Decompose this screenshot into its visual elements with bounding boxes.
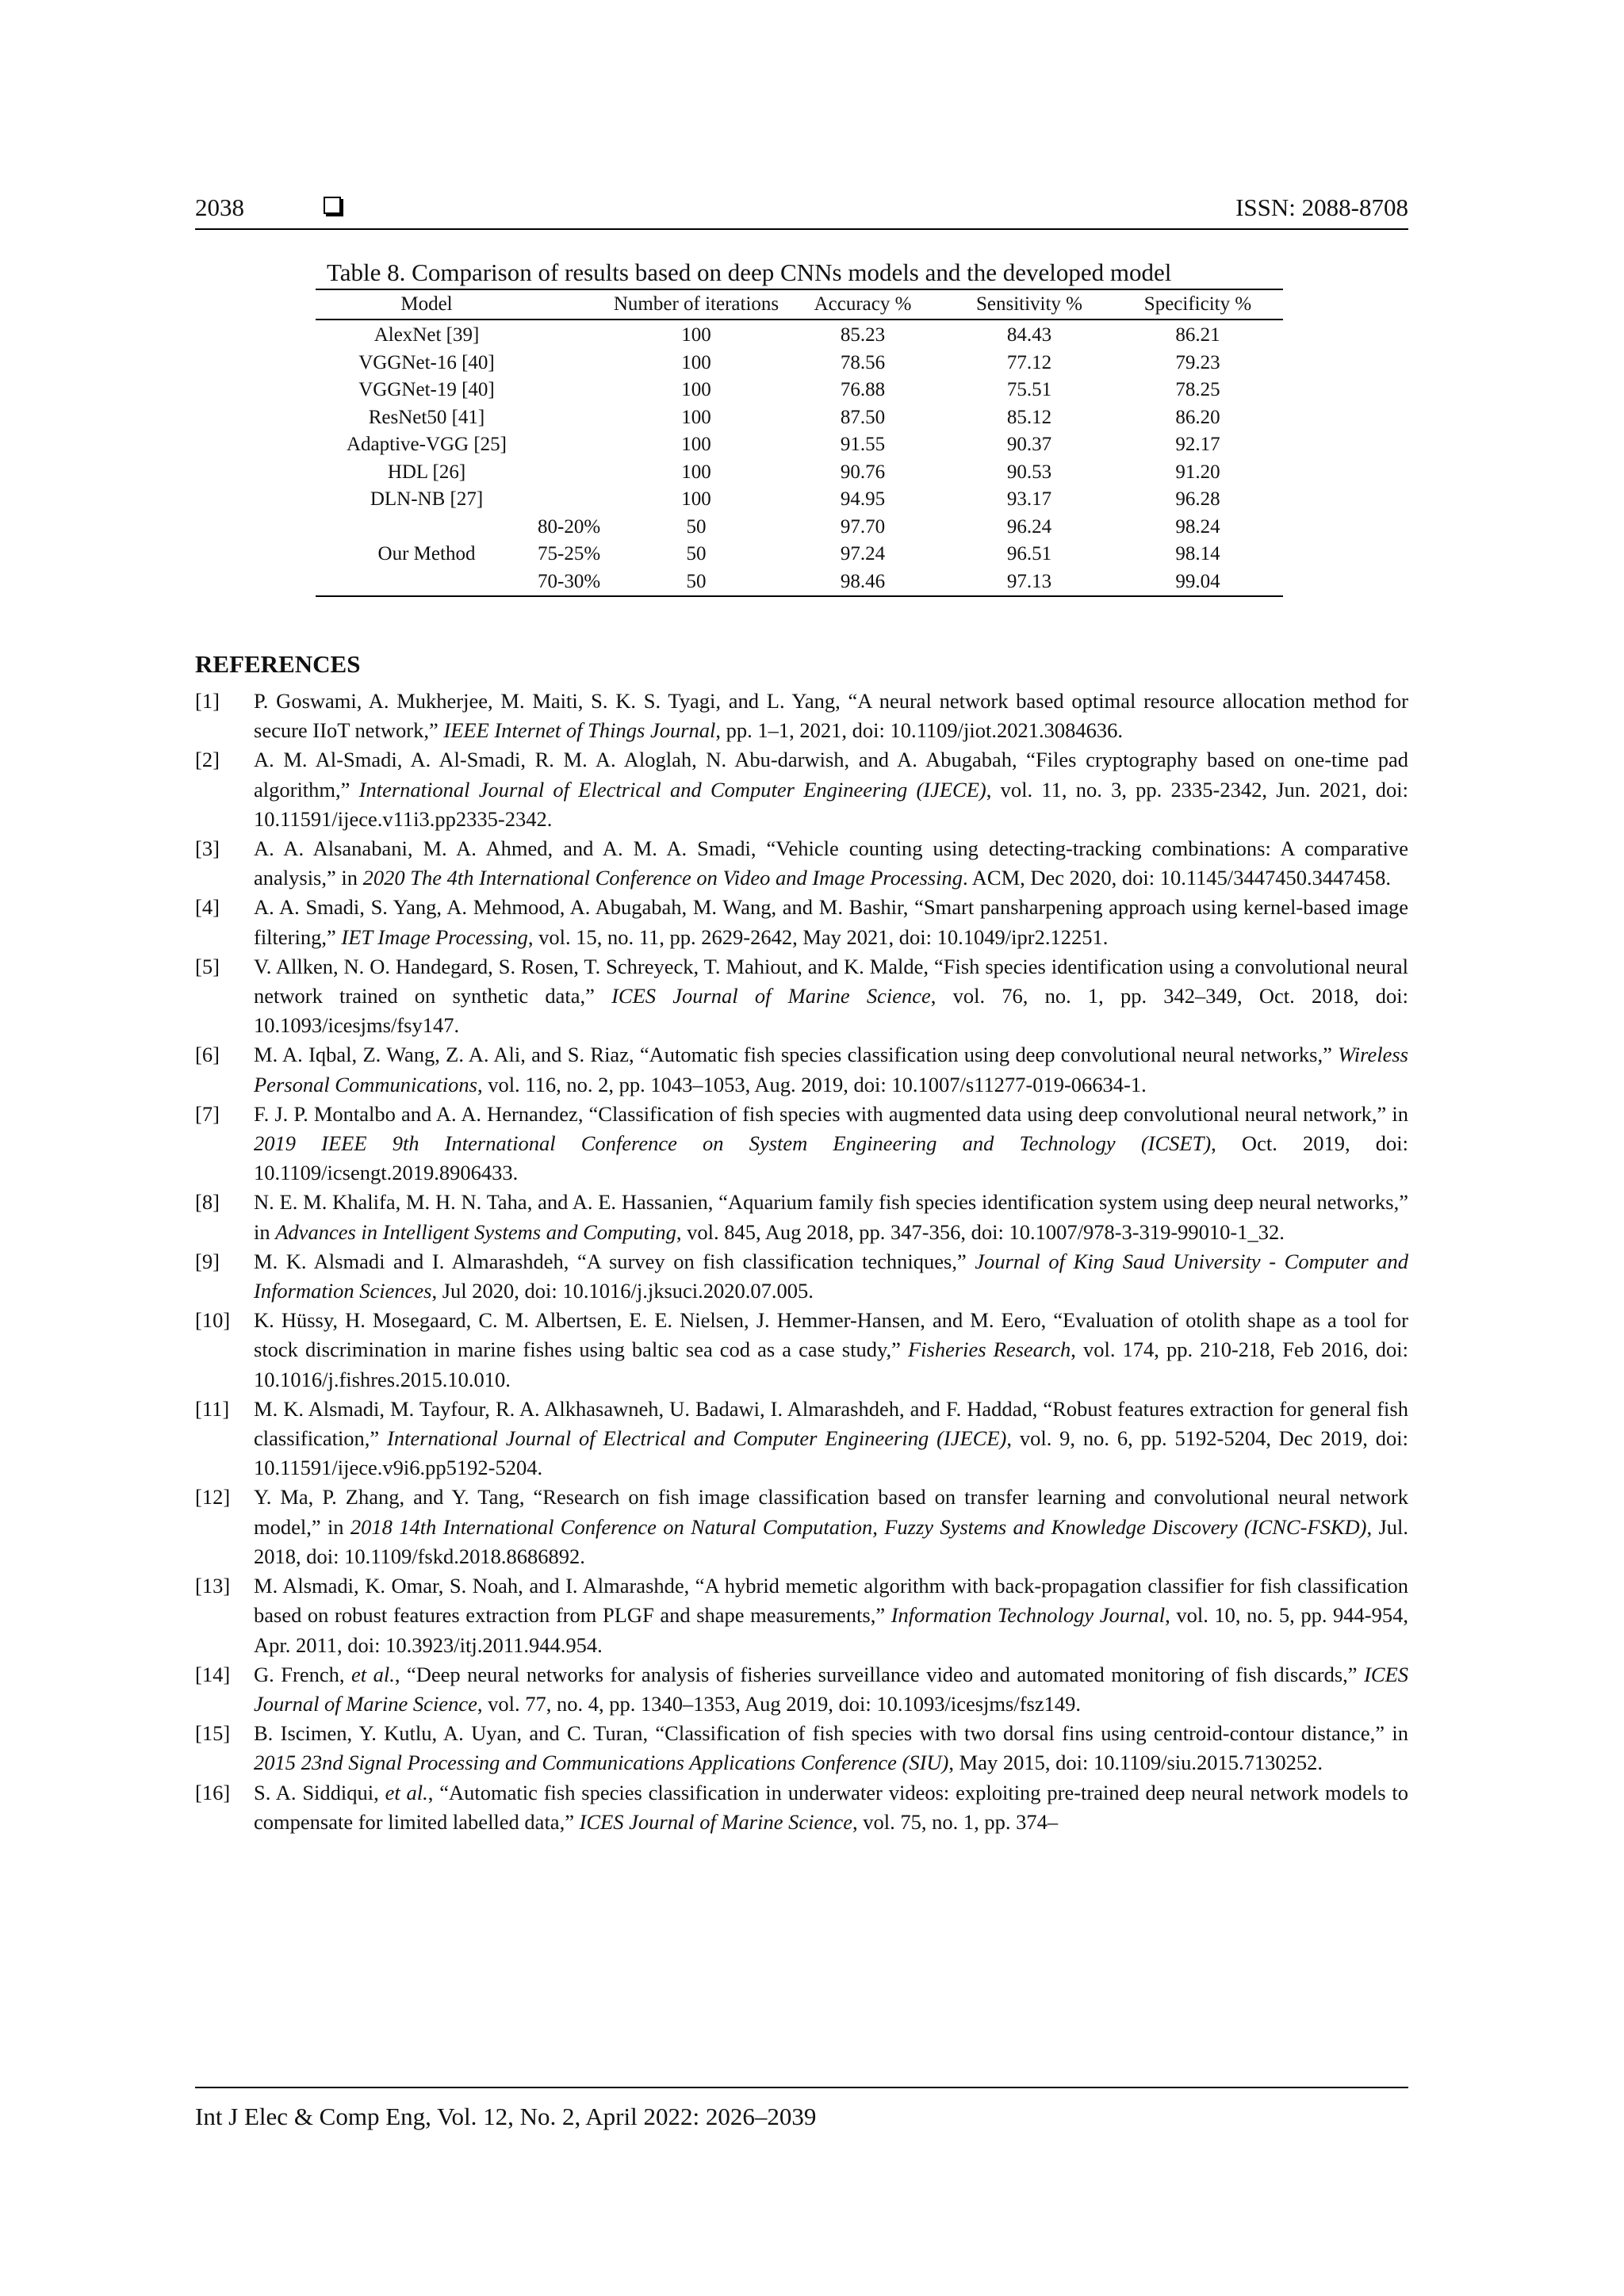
col-header-split: [538, 289, 613, 320]
cell-model: VGGNet-16 [40]: [358, 351, 495, 373]
reference-text: A. M. Al-Smadi, A. Al-Smadi, R. M. A. Aloglah, N. Abu-darwish, and A. Abugabah, “Files cryptography based on one-time pad algorithm,”: [254, 748, 1408, 802]
reference-venue: IET Image Processing: [341, 924, 528, 949]
reference-details: , vol. 174, pp. 210-218, Feb 2016, doi: 10.1016/j.fishres.2015.10.010.: [254, 1337, 1408, 1391]
reference-item: [195, 1395, 1408, 1483]
reference-item: [195, 1778, 1408, 1837]
reference-item: [195, 745, 1408, 834]
reference-number: [2]: [195, 748, 220, 772]
reference-item: [195, 1483, 1408, 1571]
reference-number: [11]: [195, 1396, 230, 1421]
reference-venue: Information Technology Journal: [891, 1603, 1166, 1628]
cell-iterations: 50: [686, 515, 707, 538]
reference-text: M. A. Iqbal, Z. Wang, Z. A. Ali, and S. Riaz, “Automatic fish species classification using deep convolutional neural networks,”: [254, 1043, 1339, 1067]
reference-text: N. E. M. Khalifa, M. H. N. Taha, and A. E. Hassanien, “Aquarium family fish species identification system using deep neural networks,” in: [254, 1190, 1408, 1244]
reference-item: [195, 1100, 1408, 1188]
reference-venue: Fisheries Research: [907, 1337, 1071, 1362]
reference-venue: ICES Journal of Marine Science: [254, 1662, 1408, 1716]
reference-number: [12]: [195, 1485, 231, 1510]
reference-details: , vol. 845, Aug 2018, pp. 347-356, doi: 10.1007/978-3-319-99010-1_32.: [676, 1219, 1285, 1244]
cell-sensitivity: 97.13: [946, 568, 1113, 597]
cell-model: Our Method: [377, 543, 476, 565]
table-row: [316, 568, 1283, 597]
cell-specificity: 96.28: [1175, 488, 1220, 511]
cell-split: [538, 320, 613, 350]
reference-number: [5]: [195, 954, 220, 978]
reference-details: , Jul 2020, doi: 10.1016/j.jksuci.2020.07.005.: [431, 1279, 814, 1303]
cell-model: [316, 568, 538, 597]
reference-venue: International Journal of Electrical and Computer Engineering (IJECE): [387, 1426, 1007, 1451]
reference-item: [195, 1188, 1408, 1246]
reference-details: , pp. 1–1, 2021, doi: 10.1109/jiot.2021.3084636.: [715, 718, 1123, 743]
reference-number: [1]: [195, 689, 220, 713]
cell-accuracy: 90.76: [840, 461, 886, 483]
reference-details: , vol. 76, no. 1, pp. 342–349, Oct. 2018, doi: 10.1093/icesjms/fsy147.: [254, 984, 1408, 1038]
reference-venue: ICES Journal of Marine Science: [611, 984, 931, 1008]
col-header-sensitivity: Sensitivity %: [946, 289, 1113, 320]
references-heading: REFERENCES: [195, 650, 361, 678]
cell-iterations: 50: [686, 543, 707, 565]
cell-model: AlexNet [39]: [373, 324, 480, 346]
cell-accuracy: 76.88: [840, 379, 886, 401]
cell-iterations: 100: [681, 379, 711, 401]
cell-specificity: 92.17: [1175, 434, 1220, 456]
cell-iterations: 100: [681, 434, 711, 456]
reference-text: G. French,: [254, 1662, 351, 1686]
table-header-row: [316, 289, 1283, 320]
reference-text: F. J. P. Montalbo and A. A. Hernandez, “Classification of fish species with augmented data using deep convolutional neural network,” in: [254, 1101, 1408, 1126]
reference-details: , vol. 15, no. 11, pp. 2629-2642, May 2021, doi: 10.1049/ipr2.12251.: [527, 924, 1109, 949]
reference-venue: Advances in Intelligent Systems and Computing: [275, 1219, 676, 1244]
reference-venue: 2020 The 4th International Conference on Video and Image Processing: [362, 866, 963, 890]
reference-text: S. A. Siddiqui,: [254, 1780, 385, 1804]
reference-text: , “Deep neural networks for analysis of fisheries surveillance video and automated monitoring of fish discards,”: [394, 1662, 1365, 1686]
reference-text: V. Allken, N. O. Handegard, S. Rosen, T. Schreyeck, T. Mahiout, and K. Malde, “Fish species identification using a convolutional neural network trained on synthetic data,”: [254, 954, 1408, 1008]
cell-specificity: 86.21: [1175, 324, 1220, 346]
cell-specificity: 98.24: [1175, 515, 1220, 538]
cell-accuracy: 85.23: [840, 324, 886, 346]
reference-number: [13]: [195, 1574, 231, 1598]
reference-number: [8]: [195, 1190, 220, 1215]
reference-text: B. Iscimen, Y. Kutlu, A. Uyan, and C. Turan, “Classification of fish species with two dorsal fins using centroid-contour distance,” in: [254, 1721, 1408, 1746]
col-header-specificity: Specificity %: [1113, 289, 1283, 320]
cell-accuracy: 97.70: [840, 515, 886, 538]
cell-split: [538, 431, 613, 459]
reference-venue: ICES Journal of Marine Science: [579, 1809, 853, 1834]
col-header-accuracy: Accuracy %: [779, 289, 946, 320]
reference-item: [195, 952, 1408, 1041]
table-row: [316, 541, 1283, 568]
reference-number: [16]: [195, 1780, 231, 1804]
reference-venue: IEEE Internet of Things Journal: [443, 718, 716, 743]
reference-item: [195, 687, 1408, 745]
cell-model: DLN-NB [27]: [370, 488, 484, 511]
cell-sensitivity: 84.43: [1006, 324, 1052, 346]
cell-split: 70-30%: [538, 568, 613, 597]
cell-specificity: 86.20: [1175, 406, 1220, 428]
reference-item: [195, 893, 1408, 951]
reference-number: [3]: [195, 836, 220, 861]
reference-details: , vol. 11, no. 3, pp. 2335-2342, Jun. 2021, doi: 10.11591/ijece.v11i3.pp2335-2342.: [254, 777, 1408, 831]
reference-number: [9]: [195, 1249, 220, 1273]
page-number: 2038: [195, 193, 244, 221]
reference-details: , vol. 9, no. 6, pp. 5192-5204, Dec 2019, doi: 10.11591/ijece.v9i6.pp5192-5204.: [254, 1426, 1409, 1480]
cell-model: VGGNet-19 [40]: [358, 379, 495, 401]
table-row: [316, 486, 1283, 514]
table-row: [316, 377, 1283, 404]
reference-number: [7]: [195, 1101, 220, 1126]
reference-text: M. K. Alsmadi, M. Tayfour, R. A. Alkhasawneh, U. Badawi, I. Almarashdeh, and F. Haddad, “Robust features extraction for general fish classification,”: [254, 1396, 1408, 1451]
reference-details: , Oct. 2019, doi: 10.1109/icsengt.2019.8906433.: [254, 1131, 1408, 1185]
cell-sensitivity: 77.12: [1006, 351, 1052, 373]
cell-iterations: 100: [681, 324, 711, 346]
reference-etal: et al.: [350, 1662, 395, 1686]
cell-sensitivity: 96.51: [1006, 543, 1052, 565]
col-header-model: Model: [316, 289, 538, 320]
table-row: [316, 459, 1283, 487]
cell-model: ResNet50 [41]: [368, 406, 485, 428]
reference-text: , “Automatic fish species classification in underwater videos: exploiting pre-trained deep neural network models to compensate for limited labelled data,”: [254, 1780, 1408, 1834]
reference-text: M. K. Alsmadi and I. Almarashdeh, “A survey on fish classification techniques,”: [254, 1249, 975, 1273]
reference-venue: 2015 23nd Signal Processing and Communications Applications Conference (SIU): [254, 1751, 949, 1775]
reference-details: , vol. 77, no. 4, pp. 1340–1353, Aug 2019, doi: 10.1093/icesjms/fsz149.: [477, 1691, 1081, 1716]
reference-item: [195, 1719, 1408, 1777]
reference-text: A. A. Smadi, S. Yang, A. Mehmood, A. Abugabah, M. Wang, and M. Bashir, “Smart pansharpening approach using kernel-based image filtering,”: [254, 895, 1408, 949]
results-table: [316, 289, 1283, 597]
cell-model: Adaptive-VGG [25]: [346, 434, 508, 456]
reference-text: P. Goswami, A. Mukherjee, M. Maiti, S. K. S. Tyagi, and L. Yang, “A neural network based optimal resource allocation method for secure IIoT network,”: [254, 689, 1408, 743]
cell-iterations: 100: [681, 406, 711, 428]
reference-venue: Wireless Personal Communications: [254, 1043, 1408, 1096]
cell-specificity: 98.14: [1175, 543, 1220, 565]
reference-venue: Journal of King Saud University - Computer and Information Sciences: [254, 1249, 1408, 1303]
reference-etal: et al.: [385, 1780, 428, 1804]
cell-model: HDL [26]: [387, 461, 466, 483]
cell-split: 75-25%: [538, 543, 601, 565]
reference-number: [14]: [195, 1662, 231, 1686]
reference-number: [4]: [195, 895, 220, 920]
reference-number: [10]: [195, 1308, 231, 1333]
reference-venue: 2018 14th International Conference on Natural Computation, Fuzzy Systems and Knowledge Discovery (ICNC-FSKD): [350, 1514, 1367, 1539]
cell-accuracy: 87.50: [840, 406, 886, 428]
reference-text: A. A. Alsanabani, M. A. Ahmed, and A. M. A. Smadi, “Vehicle counting using detecting-tracking combinations: A comparative analysis,” in: [254, 836, 1408, 890]
cell-accuracy: 78.56: [840, 351, 886, 373]
cell-iterations: 50: [613, 568, 779, 597]
page-footer: Int J Elec & Comp Eng, Vol. 12, No. 2, April 2022: 2026–2039: [195, 2087, 1408, 2131]
reference-text: Y. Ma, P. Zhang, and Y. Tang, “Research on fish image classification based on transfer learning and convolutional neural network model,” in: [254, 1485, 1408, 1539]
cell-accuracy: 94.95: [840, 488, 886, 511]
cell-iterations: 100: [681, 461, 711, 483]
table-row: [316, 514, 1283, 541]
cell-sensitivity: 96.24: [1006, 515, 1052, 538]
cell-accuracy: 91.55: [840, 434, 886, 456]
col-header-iterations: Number of iterations: [613, 289, 779, 320]
cell-sensitivity: 85.12: [1006, 406, 1052, 428]
cell-accuracy: 97.24: [840, 543, 886, 565]
reference-details: , vol. 116, no. 2, pp. 1043–1053, Aug. 2019, doi: 10.1007/s11277-019-06634-1.: [477, 1072, 1147, 1096]
cell-split: [538, 459, 613, 487]
cell-split: [538, 486, 613, 514]
cell-iterations: 100: [681, 351, 711, 373]
page-header: [195, 193, 1408, 230]
cell-accuracy: 98.46: [779, 568, 946, 597]
reference-details: , vol. 10, no. 5, pp. 944-954, Apr. 2011, doi: 10.3923/itj.2011.944.954.: [254, 1603, 1408, 1657]
reference-venue: International Journal of Electrical and Computer Engineering (IJECE): [358, 777, 986, 802]
reference-details: , Jul. 2018, doi: 10.1109/fskd.2018.8686892.: [254, 1514, 1408, 1568]
table-row: [316, 320, 1283, 350]
reference-details: , May 2015, doi: 10.1109/siu.2015.7130252.: [948, 1751, 1323, 1775]
table-row: [316, 350, 1283, 377]
reference-item: [195, 1247, 1408, 1306]
cell-iterations: 100: [681, 488, 711, 511]
reference-text: K. Hüssy, H. Mosegaard, C. M. Albertsen, E. E. Nielsen, J. Hemmer-Hansen, and M. Eero, “Evaluation of otolith shape as a tool for stock discrimination in marine fishes using baltic sea cod as a case study,”: [254, 1308, 1408, 1362]
cell-sensitivity: 75.51: [1006, 379, 1052, 401]
reference-details: . ACM, Dec 2020, doi: 10.1145/3447450.3447458.: [962, 866, 1392, 890]
reference-venue: 2019 IEEE 9th International Conference on System Engineering and Technology (ICSET): [254, 1131, 1212, 1156]
table-caption: Table 8. Comparison of results based on deep CNNs models and the developed model: [327, 258, 1172, 286]
table-row: [316, 431, 1283, 459]
cell-sensitivity: 90.37: [1006, 434, 1052, 456]
reference-number: [6]: [195, 1043, 220, 1067]
cell-split: [538, 404, 613, 432]
reference-item: [195, 834, 1408, 893]
cell-specificity: 91.20: [1175, 461, 1220, 483]
reference-details: , vol. 75, no. 1, pp. 374–: [852, 1809, 1059, 1834]
cell-specificity: 99.04: [1113, 568, 1283, 597]
issn-label: ISSN: 2088-8708: [1235, 193, 1408, 221]
cell-sensitivity: 93.17: [1006, 488, 1052, 511]
reference-number: [15]: [195, 1721, 231, 1746]
cell-split: 80-20%: [538, 515, 601, 538]
reference-item: [195, 1306, 1408, 1395]
reference-item: [195, 1660, 1408, 1719]
reference-text: M. Alsmadi, K. Omar, S. Noah, and I. Almarashde, “A hybrid memetic algorithm with back-propagation classifier for fish classification based on robust features extraction from PLGF and shape measurements,”: [254, 1574, 1408, 1628]
cell-sensitivity: 90.53: [1006, 461, 1052, 483]
reference-item: [195, 1571, 1408, 1660]
cell-split: [538, 377, 613, 404]
cell-specificity: 78.25: [1175, 379, 1220, 401]
checkbox-square-icon: [324, 197, 341, 214]
cell-specificity: 79.23: [1175, 351, 1220, 373]
cell-split: [538, 350, 613, 377]
reference-list: [195, 687, 1408, 1837]
cell-model: [316, 514, 538, 541]
table-row: [316, 404, 1283, 432]
reference-item: [195, 1040, 1408, 1099]
